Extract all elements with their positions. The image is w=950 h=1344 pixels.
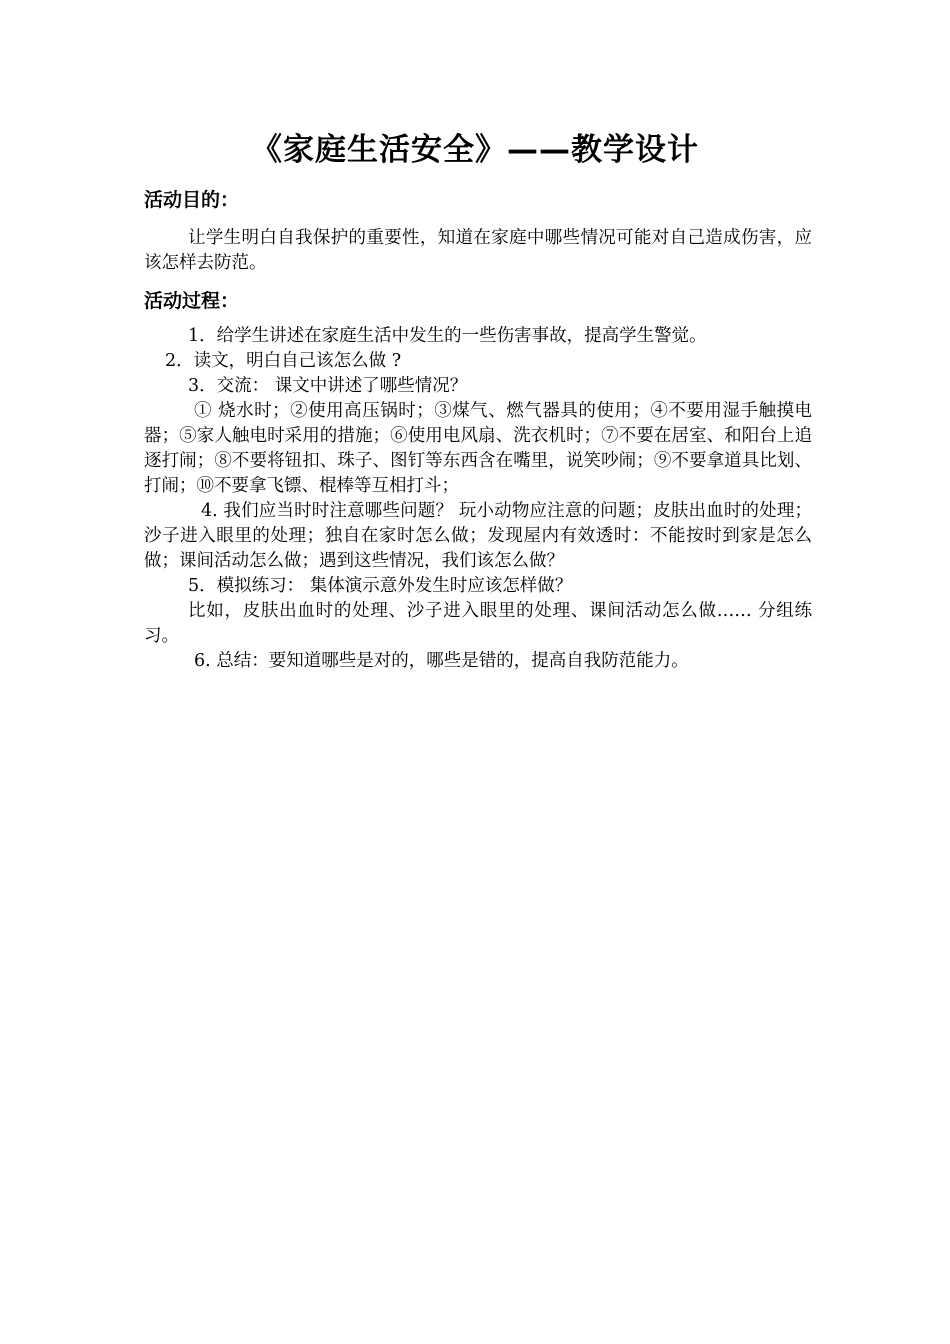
- step-paragraph: 3．交流： 课文中讲述了哪些情况？: [188, 376, 468, 396]
- document-title: 《家庭生活安全》——教学设计: [251, 132, 699, 168]
- goal-section: [144, 226, 812, 276]
- step-paragraph: ① 烧水时；②使用高压锅时；③煤气、燃气器具的使用；④不要用湿手触摸电器；⑤家人触电时采用的措施；⑥使用电风扇、洗衣机时；⑦不要在居室、和阳台上追逐打闹；⑧不要将钮扣、珠子、图钉等东西含在嘴里，说笑吵闹；⑨不要拿道具比划、打闹；⑩不要拿飞镖、棍棒等互相打斗；: [144, 401, 812, 496]
- step-paragraph: 6. 总结：要知道哪些是对的，哪些是错的，提高自我防范能力。: [194, 651, 689, 671]
- step-paragraph: 5．模拟练习： 集体演示意外发生时应该怎样做？: [188, 576, 573, 596]
- goal-paragraph: 让学生明白自我保护的重要性，知道在家庭中哪些情况可能对自己造成伤害，应该怎样去防范。: [144, 228, 812, 273]
- step-paragraph: 1．给学生讲述在家庭生活中发生的一些伤害事故，提高学生警觉。: [188, 326, 707, 346]
- process-heading: 活动过程：: [144, 290, 240, 312]
- step-paragraph: 比如，皮肤出血时的处理、沙子进入眼里的处理、课间活动怎么做…… 分组练习。: [144, 601, 812, 646]
- step-paragraph: 4. 我们应当时时注意哪些问题？ 玩小动物应注意的问题；皮肤出血时的处理；沙子进入眼里的处理；独自在家时怎么做；发现屋内有效透时：不能按时到家是怎么做；课间活动怎么做；遇到这些情况，我们该怎么做？: [144, 501, 812, 571]
- process-steps: [144, 324, 812, 674]
- goal-heading: 活动目的：: [144, 189, 240, 211]
- step-paragraph: 2．读文，明白自己该怎么做 ?: [165, 351, 402, 371]
